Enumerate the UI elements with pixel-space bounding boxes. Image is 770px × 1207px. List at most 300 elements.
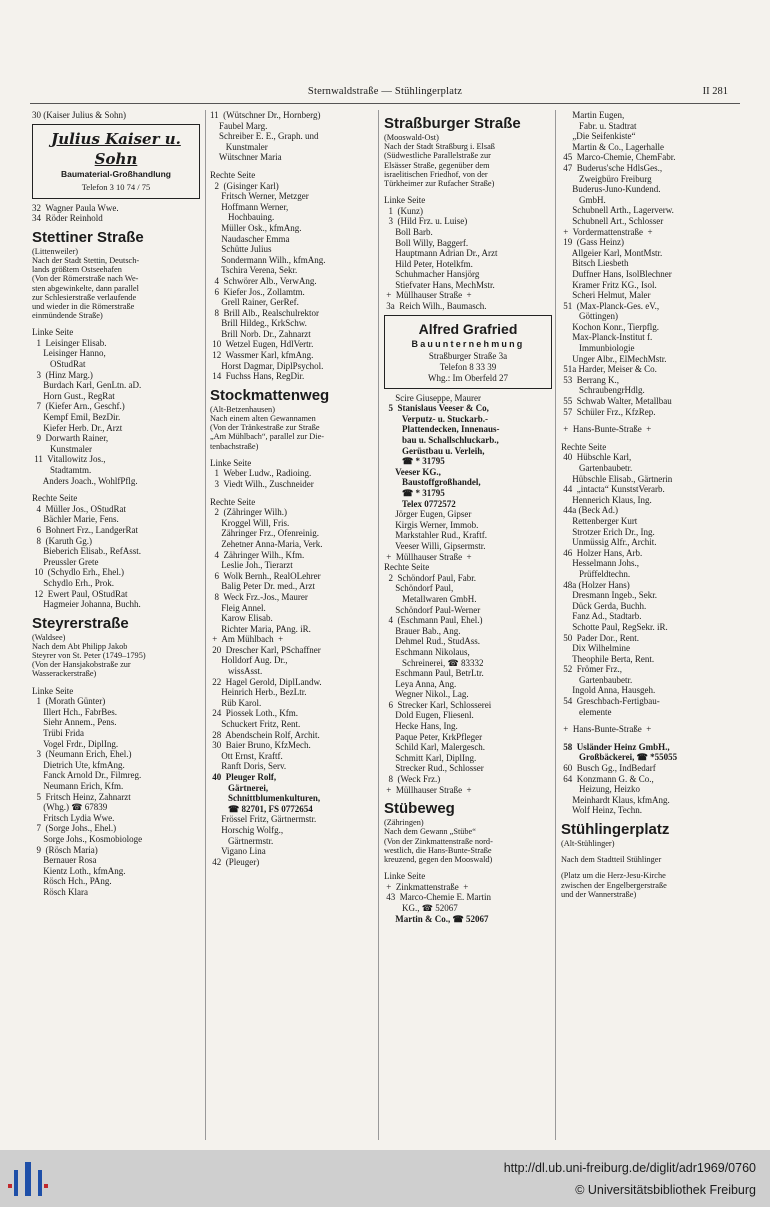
directory-entry: Göttingen) [561, 311, 618, 322]
directory-entry: Kientz Loth., kfmAng. [32, 865, 126, 876]
street-note: zur Schlesierstraße verlaufende [32, 292, 137, 302]
directory-entry: Strecker Rud., Schlosser [384, 763, 484, 774]
directory-entry: Gärtnerei, [210, 782, 269, 793]
directory-entry: Bernauer Rosa [32, 855, 97, 866]
directory-entry: Bitsch Liesbeth [561, 258, 629, 269]
ad-detail: Telefon 8 33 39 [439, 361, 497, 372]
street-heading: Straßburger Straße [384, 115, 521, 132]
directory-entry: Plattendecken, Innenaus- [384, 424, 500, 435]
directory-entry: 50 Pader Dor., Rent. [561, 632, 639, 643]
directory-entry: 54 Greschbach-Fertigbau- [561, 696, 660, 707]
column-3 [384, 110, 552, 924]
directory-entry: Vogel Frdr., DiplIng. [32, 738, 119, 749]
directory-entry: Schuckert Fritz, Rent. [210, 719, 301, 730]
street-note: israelitischen Friedhof, von der [384, 169, 488, 179]
directory-entry: 8 Weck Frz.-Jos., Maurer [210, 591, 308, 602]
directory-entry: Meinhardt Klaus, kfmAng. [561, 794, 670, 805]
street-note: Nach einem alten Gewannamen [210, 414, 316, 424]
directory-entry: Kochon Konr., Tierpflg. [561, 321, 660, 332]
ad-detail: Straßburger Straße 3a [428, 350, 508, 361]
directory-entry: Gartenbaubetr. [561, 463, 633, 473]
directory-entry: 5 Fritsch Heinz, Zahnarzt [32, 791, 131, 802]
street-note: sten abgewinkelte, dann parallel [32, 283, 139, 293]
directory-entry: Metallwaren GmbH. [384, 593, 477, 604]
header-rule [30, 103, 740, 104]
directory-entry: Horst Dagmar, DiplPsychol. [210, 360, 324, 371]
directory-entry: Balig Peter Dr. med., Arzt [210, 581, 315, 592]
directory-entry: Horn Gust., RegRat [32, 390, 115, 401]
directory-entry: Gerüstbau u. Verleih, [384, 445, 485, 456]
directory-entry: Max-Planck-Institut f. [561, 332, 653, 343]
directory-entry: + Müllhauser Straße + [384, 551, 472, 562]
directory-entry: Prüffeldtechn. [561, 568, 631, 579]
directory-entry: Immunbiologie [561, 343, 635, 354]
directory-entry: 8 (Karuth Gg.) [32, 535, 92, 546]
directory-entry: 43 Marco-Chemie E. Martin [384, 892, 491, 903]
street-note: Wasserackerstraße) [32, 669, 97, 679]
directory-entry: 11 Vitallowitz Jos., [32, 454, 106, 465]
street-note: Nach der Stadt Straßburg i. Elsaß [384, 142, 495, 152]
directory-entry: Stadtamtm. [32, 465, 92, 475]
directory-entry: 51 (Max-Planck-Ges. eV., [561, 300, 660, 311]
street-note: Nach der Stadt Stettin, Deutsch- [32, 255, 140, 265]
directory-entry: Zweigbüro Freiburg [561, 173, 652, 184]
directory-entry: Wolf Heinz, Techn. [561, 805, 643, 816]
directory-entry: 60 Busch Gg., IndBedarf [561, 763, 656, 774]
directory-entry: Rechte Seite [210, 496, 256, 507]
directory-entry: 46 Holzer Hans, Arb. [561, 547, 643, 558]
directory-entry: Stiefvater Hans, MechMstr. [384, 279, 495, 290]
directory-entry: Leisinger Hanno, [32, 348, 106, 359]
street-note: kreuzend, gegen den Mooswald) [384, 854, 493, 864]
directory-entry: Preussler Grete [32, 556, 99, 567]
directory-entry: 34 Röder Reinhold [32, 213, 103, 224]
directory-entry: 42 (Pleuger) [210, 856, 260, 867]
directory-entry: Veeser Willi, Gipsermstr. [384, 540, 486, 551]
spacer [32, 486, 200, 493]
directory-entry: elemente [561, 706, 612, 717]
directory-entry: Strotzer Erich Dr., Ing. [561, 526, 655, 537]
directory-entry: Brill Norb. Dr., Zahnarzt [210, 328, 311, 339]
directory-entry: Eschmann Nikolaus, [384, 646, 470, 657]
directory-entry: Hochbauing. [210, 212, 275, 223]
directory-entry: Unmüssig Alfr., Archit. [561, 537, 657, 548]
directory-entry: Wegner Nikol., Lag. [384, 689, 469, 700]
directory-entry: Schubnell Arth., Lagerverw. [561, 205, 674, 216]
ad-company-name: Alfred Grafried [418, 320, 518, 337]
directory-entry: Markstahler Rud., Kraftf. [384, 530, 487, 541]
spacer [561, 717, 733, 724]
directory-entry: Boll Willy, Baggerf. [384, 237, 469, 248]
directory-entry: Leya Anna, Ang. [384, 678, 457, 689]
directory-entry: Rechte Seite [210, 169, 256, 180]
directory-entry: Martin Eugen, [561, 110, 625, 120]
company-advertisement [32, 124, 200, 199]
column-divider [378, 110, 379, 1140]
street-note: (Von der Römerstraße nach We- [32, 274, 139, 284]
street-note: Nach dem Abt Philipp Jakob [32, 641, 128, 651]
street-heading: Stübeweg [384, 800, 455, 818]
street-note: (Von der Hansjakobstraße zur [32, 660, 131, 670]
directory-entry: Wütschner Maria [210, 152, 282, 163]
directory-entry: Naudascher Emma [210, 233, 290, 244]
directory-entry: Scire Giuseppe, Maurer [384, 392, 481, 403]
street-note: und wieder in die Römerstraße [32, 301, 135, 311]
ad-company-name: Julius Kaiser u. Sohn [51, 129, 181, 168]
spacer [210, 163, 376, 170]
directory-entry: Veeser KG., [384, 466, 441, 477]
directory-entry: Tschira Verena, Sekr. [210, 265, 298, 276]
directory-entry: + Müllhauser Straße + [384, 784, 472, 795]
directory-entry: 10 Wetzel Eugen, HdlVertr. [210, 339, 314, 350]
directory-entry: + Müllhauser Straße + [384, 290, 472, 301]
directory-entry: Schydlo Erh., Prok. [32, 577, 114, 588]
directory-entry: Holldorf Aug. Dr., [210, 655, 288, 666]
directory-entry: KG., ☎ 52067 [384, 902, 458, 913]
spacer [210, 490, 376, 497]
street-heading: Stühlingerplatz [561, 821, 670, 838]
directory-entry: Kroggel Will, Fris. [210, 517, 290, 528]
street-heading: Stockmattenweg [210, 386, 330, 404]
spacer [561, 848, 733, 855]
directory-entry: 11 (Wütschner Dr., Hornberg) [210, 110, 321, 120]
directory-entry: Schöndorf Paul, [384, 583, 454, 594]
directory-entry: Verputz- u. Stuckarb.- [384, 413, 489, 424]
directory-entry: 4 (Eschmann Paul, Ehel.) [384, 615, 483, 626]
directory-entry: Heinrich Herb., BezLtr. [210, 687, 307, 698]
directory-entry: Martin & Co., Lagerhalle [561, 141, 664, 152]
directory-entry: Sorge Johs., Kosmobiologe [32, 833, 143, 844]
street-note: (Von der Tränkestraße zur Straße [210, 423, 320, 433]
street-note: (Südwestliche Parallelstraße zur [384, 151, 491, 161]
directory-entry: 2 (Zähringer Wilh.) [210, 507, 287, 518]
street-note: einmündende Straße) [32, 311, 103, 321]
directory-entry: Gärtnermstr. [210, 835, 274, 846]
directory-entry: 40 Hübschle Karl, [561, 452, 632, 463]
directory-entry: 12 Wassmer Karl, kfmAng. [210, 350, 314, 361]
directory-entry: Sondermann Wilh., kfmAng. [210, 254, 326, 265]
company-advertisement [384, 315, 552, 389]
column-divider [555, 110, 556, 1140]
spacer [32, 320, 200, 327]
ad-business: Baumaterial-Großhandlung [60, 168, 172, 179]
directory-entry: Kirgis Werner, Immob. [384, 519, 479, 530]
directory-entry: 28 Abendschein Rolf, Archit. [210, 729, 320, 740]
directory-entry: 1 (Morath Günter) [32, 696, 106, 707]
street-note: westlich, die Hans-Bunte-Straße [384, 845, 492, 855]
column-4 [561, 110, 733, 899]
directory-entry: Hesselmann Johs., [561, 558, 639, 569]
directory-entry: GmbH. [561, 194, 606, 205]
directory-entry: 51a Harder, Meiser & Co. [561, 364, 657, 375]
directory-entry: 55 Schwab Walter, Metallbau [561, 396, 672, 407]
directory-entry: 19 (Gass Heinz) [561, 237, 624, 248]
directory-entry: 12 Ewert Paul, OStudRat [32, 588, 128, 599]
directory-entry: Boll Barb. [384, 226, 433, 237]
directory-entry: Ingold Anna, Hausgeh. [561, 685, 656, 696]
directory-entry: Vigano Lina [210, 846, 266, 857]
copyright-notice: © Universitätsbibliothek Freiburg [575, 1183, 756, 1197]
directory-entry: Siehr Annem., Pens. [32, 717, 117, 728]
directory-entry: Schreiber E. E., Graph. und [210, 131, 319, 142]
directory-entry: 1 (Kunz) [384, 205, 423, 216]
directory-entry: Martin & Co., ☎ 52067 [384, 913, 489, 924]
directory-entry: wissAsst. [210, 666, 263, 677]
spacer [561, 435, 733, 442]
directory-entry: Fabr. u. Stadtrat [561, 120, 637, 131]
directory-entry: 14 Fuchss Hans, RegDir. [210, 371, 305, 382]
street-note: tenbachstraße) [210, 441, 259, 451]
directory-entry: + Hans-Bunte-Straße + [561, 724, 652, 735]
directory-entry: Kiefer Herb. Dr., Arzt [32, 422, 123, 433]
directory-entry: Horschig Wolfg., [210, 824, 284, 835]
directory-entry: 6 Kiefer Jos., Zollamtm. [210, 286, 305, 297]
running-title: Sternwaldstraße — Stühlingerplatz [307, 86, 463, 97]
directory-entry: Allgeier Karl, MontMstr. [561, 247, 663, 258]
column-2 [210, 110, 376, 867]
directory-entry: Schild Karl, Malergesch. [384, 742, 486, 753]
directory-entry: Linke Seite [384, 871, 426, 882]
directory-entry: 53 Berrang K., [561, 374, 619, 385]
spacer [210, 451, 376, 458]
directory-entry: 4 Schwörer Alb., VerwAng. [210, 275, 317, 286]
directory-entry: bau u. Schallschluckarb., [384, 435, 499, 446]
directory-entry: Kunstmaler [210, 141, 268, 152]
street-heading: Steyrerstraße [32, 614, 129, 632]
directory-entry: Duffner Hans, IsolBlechner [561, 268, 672, 279]
directory-entry: Rüb Karol. [210, 697, 262, 708]
directory-entry: Neumann Erich, Kfm. [32, 781, 124, 791]
directory-entry: Linke Seite [384, 195, 426, 206]
directory-entry: 48a (Holzer Hans) [561, 579, 630, 590]
spacer [561, 735, 733, 742]
street-heading: Stettiner Straße [32, 228, 144, 246]
column-divider [205, 110, 206, 1140]
directory-entry: SchraubengrHdlg. [561, 385, 645, 396]
directory-entry: 8 Brill Alb., Realschulrektor [210, 307, 319, 318]
directory-entry: 40 Pleuger Rolf, [210, 772, 277, 782]
directory-entry: Faubel Marg. [210, 120, 268, 131]
street-note: (Alt-Betzenhausen) [210, 404, 275, 414]
spacer [384, 188, 552, 195]
directory-entry: ☎ * 31795 [384, 488, 445, 498]
spacer [561, 864, 733, 871]
directory-entry: Scheri Helmut, Maler [561, 290, 651, 301]
directory-entry: Buderus-Juno-Kundend. [561, 184, 661, 195]
directory-entry: 3 Viedt Wilh., Zuschneider [210, 478, 314, 489]
ad-phone: Telefon 3 10 74 / 75 [81, 181, 151, 192]
directory-entry: 45 Marco-Chemie, ChemFabr. [561, 152, 676, 163]
street-note: (Mooswald-Ost) [384, 133, 439, 142]
directory-entry: Baustoffgroßhandel, [384, 477, 481, 488]
directory-entry: Hagmeier Johanna, Buchh. [32, 599, 141, 610]
directory-entry: Eschmann Paul, BetrLtr. [384, 668, 484, 679]
directory-entry: + Vordermattenstraße + [561, 226, 653, 237]
directory-entry: Richter Maria, PAng. iR. [210, 623, 311, 634]
directory-entry: 7 (Kiefer Arn., Geschf.) [32, 401, 125, 412]
ad-business: Bauunternehmung [411, 338, 525, 349]
directory-entry: Dück Gerda, Buchh. [561, 600, 647, 611]
directory-entry: Linke Seite [32, 685, 74, 696]
directory-entry: Schreinerei, ☎ 83332 [384, 657, 484, 668]
directory-entry: Trübi Frida [32, 728, 85, 739]
directory-entry: „Die Seifenkiste“ [561, 131, 636, 142]
directory-entry: Heizung, Heizko [561, 784, 640, 795]
directory-entry: Illert Hch., FabrBes. [32, 706, 117, 717]
directory-entry: Hild Peter, Hotelkfm. [384, 258, 473, 269]
directory-entry: (Whg.) ☎ 67839 [32, 802, 108, 813]
directory-entry: 6 Strecker Karl, Schlosserei [384, 699, 492, 710]
directory-entry: Schmitt Karl, DiplIng. [384, 752, 477, 763]
page-number: II 281 [702, 86, 728, 97]
directory-entry: Schotte Paul, RegSekr. iR. [561, 621, 668, 632]
directory-entry: Telex 0772572 [384, 498, 456, 509]
directory-entry: 7 (Sorge Johs., Ehel.) [32, 823, 117, 834]
directory-entry: Kunstmaler [32, 443, 92, 454]
directory-entry: 4 Zähringer Wilh., Kfm. [210, 549, 305, 560]
spacer [32, 679, 200, 686]
directory-entry: Dietrich Ute, kfmAng. [32, 759, 125, 770]
street-note: Nach dem Gewann „Stübe“ [384, 827, 476, 837]
directory-entry: Bieberich Elisab., RefAsst. [32, 546, 141, 557]
directory-entry: Fritsch Werner, Metzger [210, 191, 309, 202]
directory-entry: 2 Schöndorf Paul, Fabr. [384, 572, 476, 583]
directory-entry: ☎ 82701, FS 0772654 [210, 803, 313, 814]
directory-entry: Großbäckerei, ☎ *55055 [561, 752, 678, 763]
directory-entry: Rechte Seite [32, 493, 78, 504]
directory-entry: Schütte Julius [210, 244, 272, 255]
directory-entry: Ott Ernst, Kraftf. [210, 750, 283, 761]
directory-entry: Leslie Joh., Tierarzt [210, 560, 293, 571]
directory-entry: Unger Albr., ElMechMstr. [561, 353, 667, 364]
directory-entry: 22 Hagel Gerold, DiplLandw. [210, 676, 322, 687]
directory-entry: 52 Frömer Frz., [561, 664, 622, 675]
directory-entry: Karow Elisab. [210, 613, 273, 624]
directory-entry: OStudRat [32, 359, 86, 370]
directory-entry: Hübschle Elisab., Gärtnerin [561, 473, 673, 484]
spacer [561, 417, 733, 424]
directory-entry: 47 Buderus'sche HdlsGes., [561, 162, 663, 173]
directory-entry: 1 Weber Ludw., Radioing. [210, 468, 312, 479]
directory-entry: 10 (Schydlo Erh., Ehel.) [32, 567, 124, 578]
directory-entry: Anders Joach., WohlfPflg. [32, 475, 138, 486]
street-note: (Alt-Stühlinger) [561, 839, 615, 848]
directory-entry: 32 Wagner Paula Wwe. [32, 202, 119, 213]
directory-entry: Dresmann Ingeb., Sekr. [561, 590, 657, 601]
source-link[interactable]: http://dl.ub.uni-freiburg.de/diglit/adr1969/0760 [503, 1161, 756, 1175]
directory-entry: + Zinkmattenstraße + [384, 881, 469, 892]
street-note: Türkheimer zur Rufacher Straße) [384, 178, 495, 188]
directory-entry: 9 Dorwarth Rainer, [32, 433, 109, 444]
directory-entry: Jörger Eugen, Gipser [384, 509, 472, 520]
directory-entry: Schubnell Art., Schlosser [561, 215, 664, 226]
street-note: Steyrer von St. Peter (1749–1795) [32, 651, 146, 661]
street-note: (Waldsee) [32, 632, 66, 642]
directory-entry: 3 (Neumann Erich, Ehel.) [32, 749, 132, 760]
directory-entry: ☎ * 31795 [384, 456, 445, 467]
directory-entry: 30 Baier Bruno, KfzMech. [210, 740, 311, 751]
directory-entry: Fritsch Lydia Wwe. [32, 812, 115, 823]
directory-entry: Grell Rainer, GerRef. [210, 297, 299, 308]
directory-entry: 1 Leisinger Elisab. [32, 337, 107, 348]
directory-entry: Fanck Arnold Dr., Filmreg. [32, 770, 142, 781]
column-1 [32, 110, 200, 898]
spacer [384, 864, 552, 871]
directory-entry: 6 Wolk Bernh., RealOLehrer [210, 570, 321, 581]
directory-entry: 5 Stanislaus Veeser & Co, [384, 403, 489, 414]
directory-entry: Zehetner Anna-Maria, Verk. [210, 538, 323, 549]
directory-entry: 57 Schüler Frz., KfzRep. [561, 406, 656, 417]
directory-entry: Brill Hildeg., KrkSchw. [210, 318, 307, 329]
directory-entry: 20 Drescher Karl, PSchaffner [210, 644, 321, 655]
directory-entry: Kramer Fritz KG., Isol. [561, 279, 657, 290]
street-note: zwischen der Engelbergerstraße [561, 880, 667, 890]
directory-entry: Rettenberger Kurt [561, 515, 638, 526]
ad-detail: Whg.: Im Oberfeld 27 [428, 372, 508, 383]
directory-entry: Rechte Seite [561, 441, 607, 452]
directory-entry: Hoffmann Werner, [210, 201, 289, 212]
directory-entry: Rechte Seite [384, 562, 430, 573]
directory-entry: Schnittblumenkulturen, [210, 793, 321, 804]
directory-entry: 6 Bohnert Frz., LandgerRat [32, 524, 138, 535]
street-note: Nach dem Stadtteil Stühlinger [561, 855, 662, 865]
directory-entry: Bächler Marie, Fens. [32, 514, 119, 525]
directory-entry: 3 (Hinz Marg.) [32, 369, 93, 380]
directory-entry: + Hans-Bunte-Straße + [561, 424, 652, 435]
street-note: und der Wannerstraße) [561, 889, 637, 899]
directory-entry: Gartenbaubetr. [561, 674, 633, 685]
directory-entry: Linke Seite [210, 457, 252, 468]
directory-entry: 3a Reich Wilh., Baumasch. [384, 301, 487, 312]
directory-entry: Dold Eugen, Fliesenl. [384, 710, 474, 721]
directory-entry: Dehmel Rud., StudAss. [384, 636, 481, 647]
directory-entry: Rösch Klara [32, 886, 88, 897]
footer-bar [0, 1150, 770, 1207]
directory-entry: Hauptmann Adrian Dr., Arzt [384, 248, 498, 259]
directory-entry: 8 (Weck Frz.) [384, 774, 441, 785]
directory-entry: Fleig Annel. [210, 602, 266, 613]
university-logo-icon [8, 1158, 48, 1200]
directory-entry: 44a (Beck Ad.) [561, 505, 618, 516]
directory-entry: Frössel Fritz, Gärtnermstr. [210, 814, 317, 825]
directory-entry: 30 (Kaiser Julius & Sohn) [32, 110, 126, 120]
directory-entry: Kempf Emil, BezDir. [32, 412, 121, 423]
directory-entry: Paque Peter, KrkPfleger [384, 731, 483, 742]
directory-entry: + Am Mühlbach + [210, 634, 284, 645]
directory-entry: Dix Wilhelmine [561, 643, 630, 654]
directory-entry: Brauer Bab., Ang. [384, 625, 461, 636]
street-note: lands größtem Ostseehafen [32, 265, 122, 275]
street-note: (Von der Zinkmattenstraße nord- [384, 836, 493, 846]
street-note: (Littenweiler) [32, 246, 79, 256]
directory-entry: Hennerich Klaus, Ing. [561, 494, 652, 505]
directory-entry: Fanz Ad., Stadtarb. [561, 611, 642, 622]
directory-entry: Müller Osk., kfmAng. [210, 222, 302, 233]
directory-entry: Rösch Hch., PAng. [32, 876, 112, 887]
directory-entry: Schöndorf Paul-Werner [384, 604, 481, 615]
street-note: (Platz um die Herz-Jesu-Kirche [561, 871, 666, 881]
directory-entry: 3 (Hild Frz. u. Luise) [384, 216, 468, 227]
directory-entry: Schuhmacher Hansjörg [384, 269, 480, 280]
directory-entry: Hecke Hans, Ing. [384, 721, 458, 732]
street-note: „Am Mühlbach“, parallel zur Die- [210, 432, 325, 442]
page-header [0, 86, 770, 102]
directory-entry: Burdach Karl, GenLtn. aD. [32, 380, 142, 391]
directory-entry: 64 Konzmann G. & Co., [561, 773, 654, 784]
directory-entry: Linke Seite [32, 327, 74, 338]
directory-entry: 2 (Gisinger Karl) [210, 180, 279, 191]
street-note: (Zähringen) [384, 818, 424, 828]
